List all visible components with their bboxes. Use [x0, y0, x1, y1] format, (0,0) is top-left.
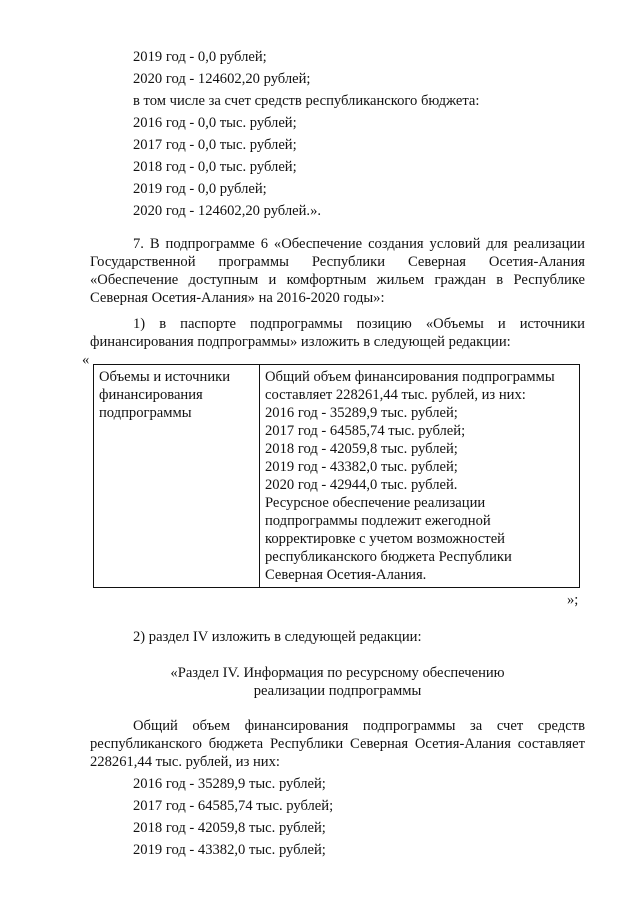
cell-line: корректировке с учетом возможностей [265, 531, 505, 547]
text-line: 2020 год - 124602,20 рублей.». [133, 203, 322, 219]
cell-line: Северная Осетия-Алания. [265, 567, 427, 583]
text-line: 2019 год - 0,0 рублей; [133, 181, 267, 197]
cell-line: Ресурсное обеспечение реализации [265, 495, 486, 511]
body-paragraph-line: республиканского бюджета Республики Северная Осетия-Алания составляет [90, 736, 585, 752]
cell-line: 2017 год - 64585,74 тыс. рублей; [265, 423, 466, 439]
cell-line: 2018 год - 42059,8 тыс. рублей; [265, 441, 458, 457]
close-quote: »; [567, 592, 579, 608]
table-row [94, 365, 580, 588]
cell-line: 2019 год - 43382,0 тыс. рублей; [265, 459, 458, 475]
text-line: 2018 год - 42059,8 тыс. рублей; [133, 820, 326, 836]
open-quote: « [82, 352, 90, 368]
passport-table [93, 364, 580, 588]
section-title-line: реализации подпрограммы [253, 683, 422, 699]
body-paragraph-line: 228261,44 тыс. рублей, из них: [90, 754, 280, 770]
text-line: 2017 год - 64585,74 тыс. рублей; [133, 798, 334, 814]
text-line: 2017 год - 0,0 тыс. рублей; [133, 137, 297, 153]
cell-line: Общий объем финансирования подпрограммы [265, 369, 555, 385]
paragraph-7-line: 7. В подпрограмме 6 «Обеспечение создания условий для реализации [133, 236, 585, 252]
body-paragraph-line: Общий объем финансирования подпрограммы за счет средств [133, 718, 585, 734]
cell-line: подпрограммы подлежит ежегодной [265, 513, 491, 529]
text-line: 2016 год - 0,0 тыс. рублей; [133, 115, 297, 131]
item-1-line: 1) в паспорте подпрограммы позицию «Объемы и источники [133, 316, 585, 332]
text-line: 2016 год - 35289,9 тыс. рублей; [133, 776, 326, 792]
text-line: 2020 год - 124602,20 рублей; [133, 71, 311, 87]
cell-line: республиканского бюджета Республики [265, 549, 512, 565]
cell-line: 2016 год - 35289,9 тыс. рублей; [265, 405, 458, 421]
text-line: 2018 год - 0,0 тыс. рублей; [133, 159, 297, 175]
item-1-line: финансирования подпрограммы» изложить в следующей редакции: [90, 334, 511, 350]
text-line: 2019 год - 43382,0 тыс. рублей; [133, 842, 326, 858]
table-cell-value [260, 365, 580, 588]
paragraph-7-line: Северная Осетия-Алания» на 2016-2020 годы»: [90, 290, 385, 306]
section-title-line: «Раздел IV. Информация по ресурсному обеспечению [170, 665, 505, 681]
cell-line: 2020 год - 42944,0 тыс. рублей. [265, 477, 458, 493]
cell-line: подпрограммы [99, 405, 192, 421]
text-line: в том числе за счет средств республиканского бюджета: [133, 93, 480, 109]
table-cell-label [94, 365, 260, 588]
cell-line: финансирования [99, 387, 203, 403]
item-2-line: 2) раздел IV изложить в следующей редакции: [133, 629, 422, 645]
paragraph-7-line: Государственной программы Республики Северная Осетия-Алания [90, 254, 585, 270]
cell-line: составляет 228261,44 тыс. рублей, из них: [265, 387, 526, 403]
cell-line: Объемы и источники [99, 369, 231, 385]
text-line: 2019 год - 0,0 рублей; [133, 49, 267, 65]
paragraph-7-line: «Обеспечение доступным и комфортным жильем граждан в Республике [90, 272, 585, 288]
